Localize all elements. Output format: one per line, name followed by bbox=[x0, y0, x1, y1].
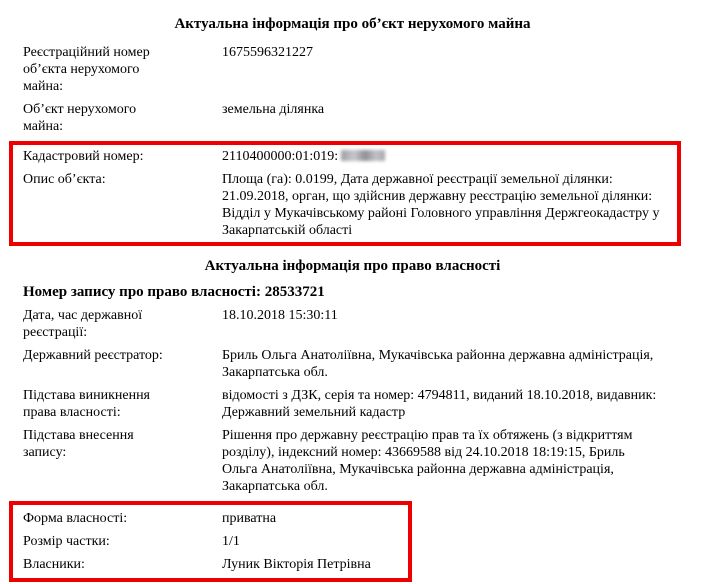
field-row-registration-number bbox=[23, 44, 682, 95]
field-label: Підстава виникнення права власності: bbox=[23, 388, 150, 420]
field-row-state-registrar bbox=[23, 347, 682, 381]
field-value: 1/1 bbox=[222, 534, 240, 549]
field-label: Опис об’єкта: bbox=[23, 172, 106, 187]
highlight-box-owner-details bbox=[9, 501, 412, 582]
record-number-heading: Номер запису про право власності: 28533721 bbox=[23, 284, 325, 300]
field-row-record-entry-basis bbox=[23, 427, 682, 495]
field-value: Рішення про державну реєстрацію прав та їх обтяжень (з відкриттям розділу), індексний номер: 43669588 від 24.10.2018 18:19:15, Бриль Ольга Анатоліївна, Мукачівська районна державна адміністрація, Закарпатська обл. bbox=[222, 428, 633, 494]
field-row-share-size bbox=[23, 533, 408, 550]
object-section-title: Актуальна інформація про об’єкт нерухомого майна bbox=[174, 16, 531, 32]
field-value: 18.10.2018 15:30:11 bbox=[222, 308, 338, 323]
field-label: Об’єкт нерухомого майна: bbox=[23, 102, 137, 134]
field-value: відомості з ДЗК, серія та номер: 4794811, виданий 18.10.2018, видавник: Державний земельний кадастр bbox=[222, 388, 657, 420]
field-row-object-type bbox=[23, 101, 682, 135]
highlight-box-object-details bbox=[9, 141, 681, 246]
field-value: земельна ділянка bbox=[222, 102, 325, 117]
field-row-ownership-form bbox=[23, 510, 408, 527]
field-label: Форма власності: bbox=[23, 511, 128, 526]
field-value bbox=[222, 148, 662, 165]
field-row-cadastral-number bbox=[23, 148, 677, 165]
field-label: Власники: bbox=[23, 557, 85, 572]
field-label: Реєстраційний номер об’єкта нерухомого майна: bbox=[23, 45, 150, 94]
cadastral-number-text: 2110400000:01:019: bbox=[222, 149, 339, 164]
field-row-owners bbox=[23, 556, 408, 573]
field-value: приватна bbox=[222, 511, 277, 526]
field-label: Підстава внесення запису: bbox=[23, 428, 134, 460]
ownership-section-title: Актуальна інформація про право власності bbox=[204, 258, 501, 274]
field-label: Дата, час державної реєстрації: bbox=[23, 308, 143, 340]
field-row-object-description bbox=[23, 171, 677, 239]
field-row-registration-datetime bbox=[23, 307, 682, 341]
field-value: Площа (га): 0.0199, Дата державної реєстрації земельної ділянки: 21.09.2018, орган, що здійснив державну реєстрацію земельної ділянки: Відділ у Мукачівському районі Головного управління Держгеокадастру у Закарпатській області bbox=[222, 172, 660, 238]
field-label: Розмір частки: bbox=[23, 534, 110, 549]
field-label: Державний реєстратор: bbox=[23, 348, 163, 363]
redacted-text-blur bbox=[341, 150, 385, 161]
field-row-ownership-basis bbox=[23, 387, 682, 421]
field-value: 1675596321227 bbox=[222, 45, 313, 60]
field-value: Луник Вікторія Петрівна bbox=[222, 557, 371, 572]
field-value: Бриль Ольга Анатоліївна, Мукачівська районна державна адміністрація, Закарпатська обл. bbox=[222, 348, 654, 380]
field-label: Кадастровий номер: bbox=[23, 149, 144, 164]
